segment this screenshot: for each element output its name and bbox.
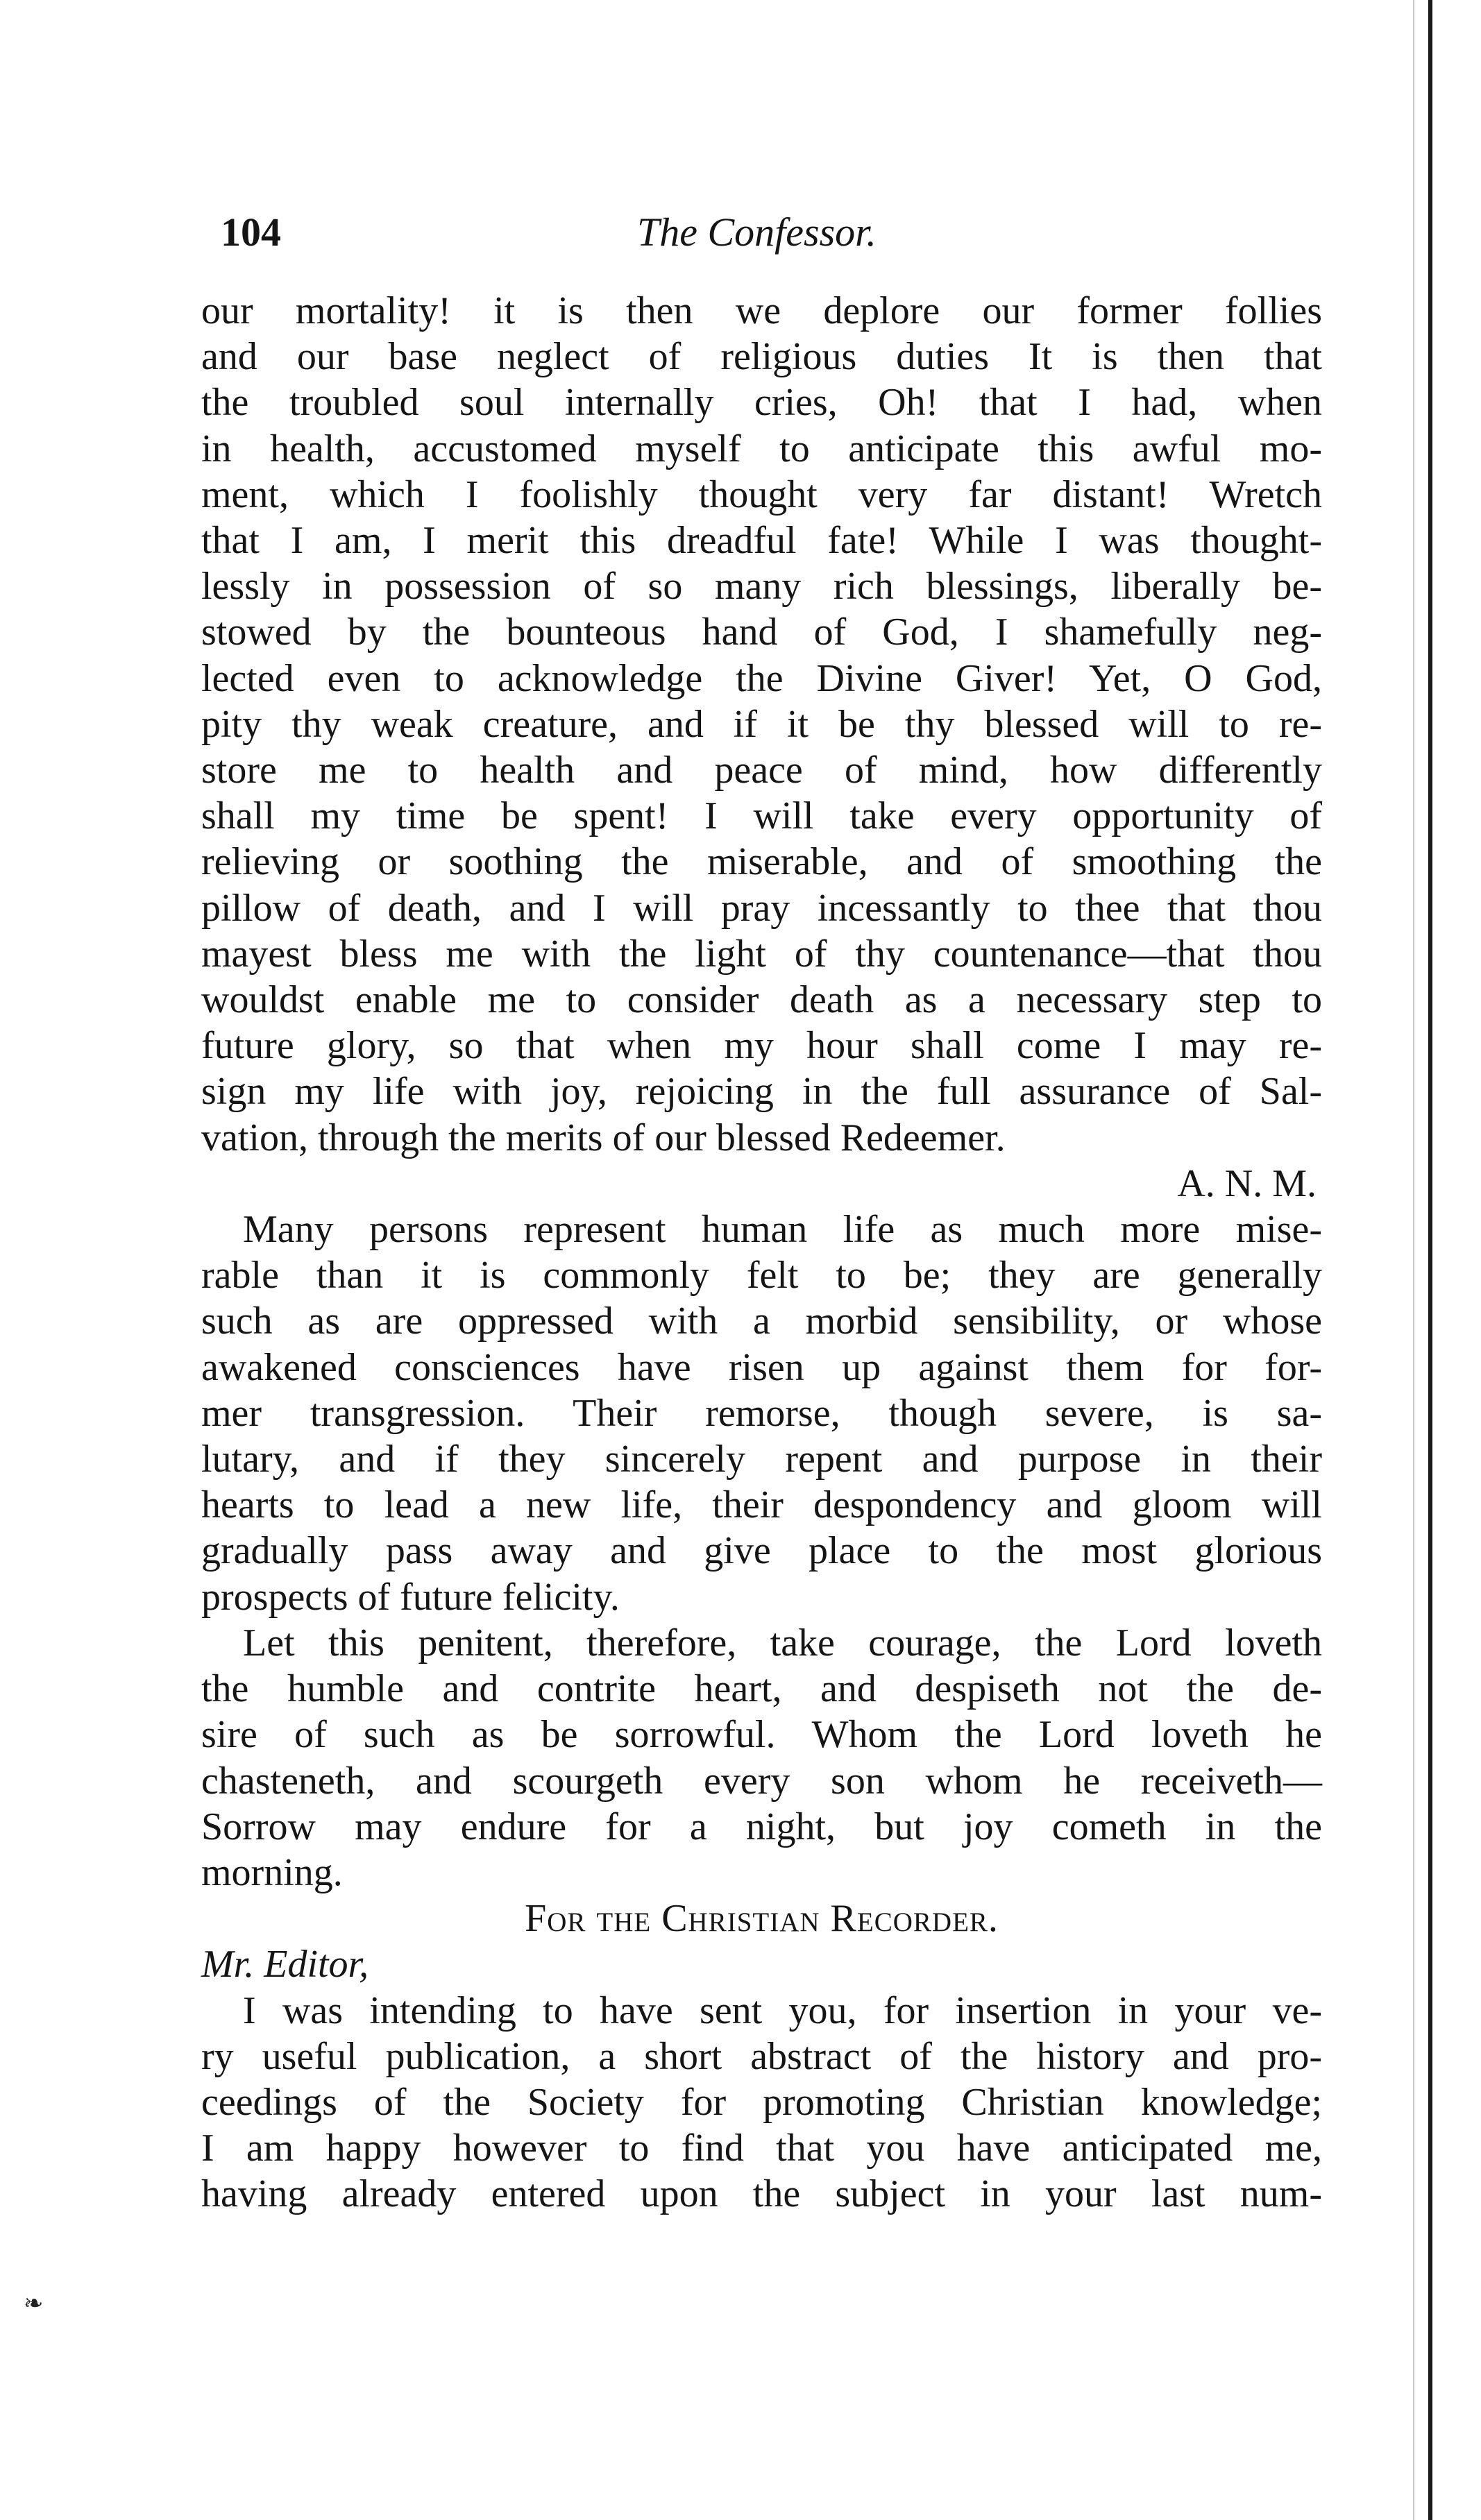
running-title: The Confessor.	[637, 210, 877, 255]
paragraph-line: lutary, and if they sincerely repent and purpose in their	[201, 1438, 1322, 1481]
page-number: 104	[221, 210, 281, 255]
paragraph-line: Many persons represent human life as much more mise-	[243, 1208, 1322, 1252]
page-body	[201, 288, 1322, 2217]
body-line: relieving or soothing the miserable, and of smoothing the	[201, 840, 1322, 884]
body-line: in health, accustomed myself to anticipate this awful mo-	[201, 427, 1322, 470]
letter-line: having already entered upon the subject in your last num-	[201, 2172, 1322, 2216]
section-heading: For the Christian Recorder.	[525, 1897, 999, 1941]
salutation: Mr. Editor,	[201, 1943, 369, 1986]
page-header	[221, 208, 1331, 264]
paragraph-line: Sorrow may endure for a night, but joy cometh in the	[201, 1805, 1322, 1848]
paragraph-line: the humble and contrite heart, and despiseth not the de-	[201, 1667, 1322, 1711]
page-edge	[1428, 0, 1432, 2520]
paragraph-line: awakened consciences have risen up against them for for-	[201, 1345, 1322, 1389]
body-line: wouldst enable me to consider death as a necessary step to	[201, 978, 1322, 1022]
body-line: sign my life with joy, rejoicing in the full assurance of Sal-	[201, 1070, 1322, 1114]
body-line: future glory, so that when my hour shall come I may re-	[201, 1024, 1322, 1068]
body-line: our mortality! it is then we deplore our former follies	[201, 289, 1322, 332]
paragraph-line: prospects of future felicity.	[201, 1575, 620, 1619]
body-line: store me to health and peace of mind, how differently	[201, 749, 1322, 792]
paragraph-line: sire of such as be sorrowful. Whom the Lord loveth he	[201, 1713, 1322, 1757]
letter-line: I am happy however to find that you have anticipated me,	[201, 2127, 1322, 2170]
paragraph-line: gradually pass away and give place to the most glorious	[201, 1529, 1322, 1573]
letter-line: I was intending to have sent you, for insertion in your ve-	[243, 1989, 1322, 2032]
page-edge-shadow	[1413, 0, 1414, 2520]
paragraph-line: rable than it is commonly felt to be; they are generally	[201, 1254, 1322, 1297]
body-line: that I am, I merit this dreadful fate! While I was thought-	[201, 519, 1322, 563]
letter-line: ry useful publication, a short abstract of the history and pro-	[201, 2034, 1322, 2078]
paragraph-line: morning.	[201, 1850, 343, 1894]
body-line: shall my time be spent! I will take every opportunity of	[201, 794, 1322, 838]
body-line: and our base neglect of religious duties It is then that	[201, 335, 1322, 379]
body-line: lected even to acknowledge the Divine Giver! Yet, O God,	[201, 656, 1322, 700]
body-line: stowed by the bounteous hand of God, I shamefully neg-	[201, 611, 1322, 654]
signature: A. N. M.	[1177, 1161, 1317, 1205]
stray-ink-mark: ❧	[24, 2291, 44, 2317]
body-line: ment, which I foolishly thought very far distant! Wretch	[201, 472, 1322, 516]
body-line: mayest bless me with the light of thy countenance—that thou	[201, 932, 1322, 976]
paragraph-line: mer transgression. Their remorse, though severe, is sa-	[201, 1391, 1322, 1435]
paragraph-line: Let this penitent, therefore, take courage, the Lord loveth	[243, 1621, 1322, 1665]
paragraph-line: hearts to lead a new life, their despondency and gloom will	[201, 1483, 1322, 1527]
paragraph-line: chasteneth, and scourgeth every son whom he receiveth—	[201, 1759, 1322, 1803]
letter-line: ceedings of the Society for promoting Christian knowledge;	[201, 2080, 1322, 2124]
body-line: pity thy weak creature, and if it be thy blessed will to re-	[201, 702, 1322, 746]
body-line: the troubled soul internally cries, Oh! that I had, when	[201, 381, 1322, 425]
body-line: vation, through the merits of our blessed Redeemer.	[201, 1116, 1006, 1159]
body-line: lessly in possession of so many rich blessings, liberally be-	[201, 565, 1322, 608]
body-line: pillow of death, and I will pray incessantly to thee that thou	[201, 886, 1322, 930]
paragraph-line: such as are oppressed with a morbid sensibility, or whose	[201, 1300, 1322, 1343]
